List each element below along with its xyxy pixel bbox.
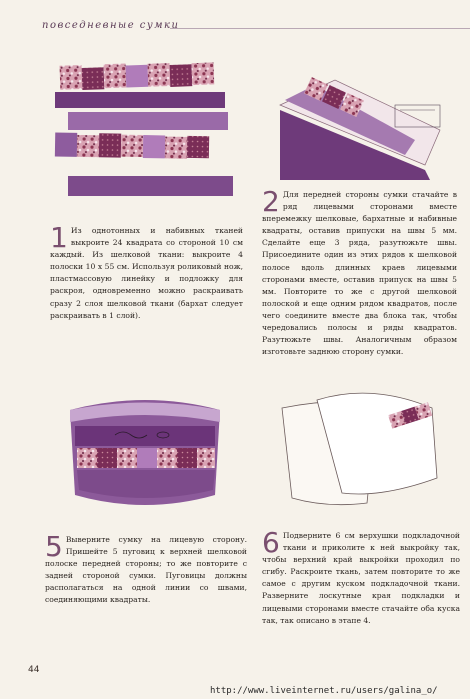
illustration-pattern-lining [272, 388, 452, 513]
step-number: 5 [45, 530, 63, 563]
illustration-finished-bag [55, 390, 235, 515]
illustration-strips-and-squares [50, 58, 235, 208]
step-2 [262, 185, 457, 358]
step-number: 2 [262, 185, 280, 218]
step-5 [45, 530, 247, 607]
illustration-sewn-rows [275, 70, 450, 180]
step-description: Для передней стороны сумки стачайте в ряд лицевыми сторонами вместе вперемежку шелковые, бархатные и набивные квадраты, оставив припуски на швы 5 мм. Сделайте еще 3 ряда, разутюжьте швы. Присоедините один из этих рядов к шелковой полосе вдоль длинных краев лицевыми сторонами вместе, оставив припуск на швы 5 мм. Повторите то же с другой шелковой полоской и еще одним рядом квадратов, после чего соедините вместе два блока так, чтобы чередовались полосы и ряды квадратов. Разутюжьте швы. Аналогичным образом изготовьте заднюю сторону сумки. [262, 190, 457, 357]
step-description: Подверните 6 см верхушки подкладочной ткани и приколите к ней выкройку так, чтобы верхний край выкройки проходил по сгибу. Раскроите ткань, затем повторите то же самое с другим куском подкладочной ткани. Разверните лоскутные края подкладки и лицевыми сторонами вместе стачайте оба куска так, так описано в этапе 4. [262, 531, 460, 625]
watermark-url[interactable]: http://www.liveinternet.ru/users/galina_o/ [210, 686, 438, 696]
page-header [0, 20, 470, 36]
step-1 [50, 221, 243, 322]
section-title: повседневные сумки [42, 20, 180, 31]
step-number: 6 [262, 526, 280, 559]
step-description: Выверните сумку на лицевую сторону. Пришейте 5 пуговиц к верхней шелковой полоске передней стороны; то же повторите с задней стороной сумки. Пуговицы должны располагаться на одной линии со швами, соединяющими квадраты. [45, 535, 247, 605]
header-rule [170, 28, 470, 29]
step-number: 1 [50, 221, 68, 254]
step-6 [262, 526, 460, 627]
page-number: 44 [28, 665, 40, 675]
step-description: Из однотонных и набивных тканей выкроите 24 квадрата со стороной 10 см каждый. Из шелковой ткани: выкроите 4 полоски 10 x 55 см. Используя роликовый нож, пластмассовую линейку и подложку для раскроя, одновременно можно раскраивать сразу 2 слоя шелковой ткани (бархат следует раскраивать в 1 слой). [50, 226, 243, 320]
